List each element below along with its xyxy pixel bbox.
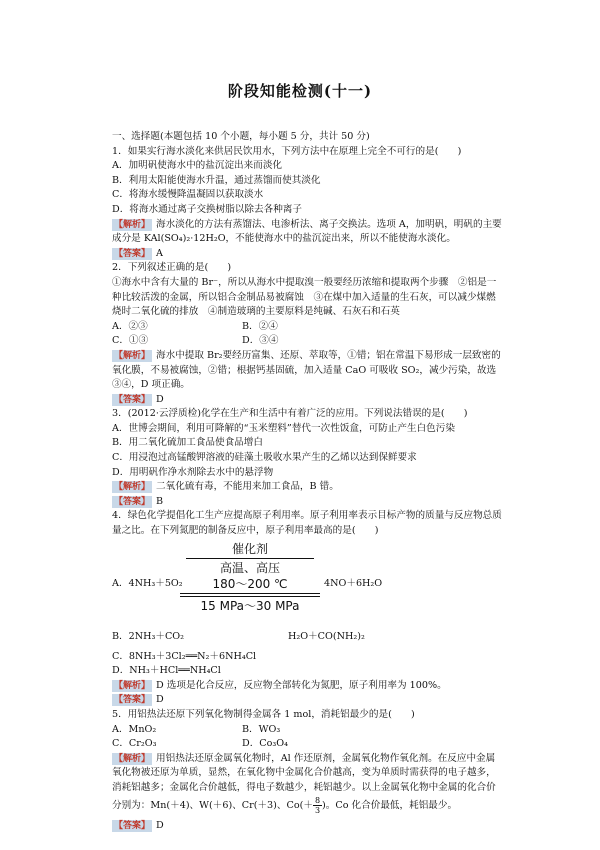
section-heading: 一、选择题(本题包括 10 个小题，每小题 5 分，共计 50 分): [112, 131, 370, 142]
q4-option-a-reaction: [112, 541, 502, 626]
q4-option-c: C．8NH₃＋3Cl₂══N₂＋6NH₄Cl: [112, 650, 257, 662]
q1-option-b: B．利用太阳能使海水升温，通过蒸馏而使其淡化: [112, 174, 321, 186]
answer-label: 【答案】: [114, 394, 151, 405]
q5-answer-value: D: [156, 819, 164, 831]
page-title: 阶段知能检测(十一): [227, 82, 373, 100]
q2-analysis-text: 海水中提取 Br₂要经历富集、还原、萃取等，①错；铝在常温下易形成一层致密的氧化膜，不易被腐蚀，②错；根据钙基固硫，加入适量 CaO 可吸收 SO₂，减少污染，故选③④，D 项正确。: [112, 349, 501, 391]
reaction-conditions: [180, 541, 320, 614]
q5-option-b: B．WO₃: [242, 723, 281, 735]
answer-label: 【答案】: [114, 248, 151, 259]
q4-analysis: [112, 679, 502, 694]
q5-option-a: A．MnO₂: [112, 723, 157, 735]
fraction-denominator: 3: [314, 805, 321, 815]
q5-stem: 5．用铝热法还原下列氧化物制得金属各 1 mol，消耗铝最少的是( ): [112, 709, 415, 720]
q2-items: ①海水中含有大量的 Br⁻，所以从海水中提取溴一般要经历浓缩和提取两个步骤 ②铝是一种比较活泼的金属，所以铝合金制品易被腐蚀 ③在煤中加入适量的生石灰，可以减少煤燃烧时二氧化硫的排放 ④制造玻璃的主要原料是纯碱、石灰石和石英: [112, 276, 497, 318]
q4-stem: 4．绿色化学提倡化工生产应提高原子利用率。原子利用率表示目标产物的质量与反应物总质量之比。在下列氮肥的制备反应中，原子利用率最高的是( ): [112, 510, 502, 537]
q1-answer-value: A: [156, 247, 163, 259]
q3-option-a: A．世博会期间，利用可降解的“玉米塑料”替代一次性饭盒，可防止产生白色污染: [112, 422, 455, 434]
q5-option-c: C．Cr₂O₃: [112, 738, 157, 750]
analysis-label: 【解析】: [114, 219, 151, 230]
q2-stem: 2．下列叙述正确的是( ): [112, 262, 232, 274]
q4-a-reactants: A．4NH₃＋5O₂: [112, 577, 183, 589]
q3-analysis-text: 二氧化硫有毒，不能用来加工食品，B 错。: [156, 481, 339, 493]
q5-analysis-end: )。Co 化合价最低，耗铝最少。: [322, 799, 458, 811]
q1-analysis-text: 海水淡化的方法有蒸馏法、电渗析法、离子交换法。选项 A，加明矾，明矾的主要成分是 KAl(SO₄)₂·12H₂O，不能使海水中的盐沉淀出来，所以不能使海水淡化。: [112, 218, 502, 245]
q5-analysis-text: 用铝热法还原金属氧化物时，Al 作还原剂，金属氧化物作氧化剂。在反应中金属氧化物被还原为单质，显然，在氧化物中金属化合价越高，变为单质时需获得的电子越多，消耗铝越多；金属化合价越低，得电子数越少，耗铝越少。以上金属氧化物中金属的化合价分别为：Mn(＋4)、W(＋6)、Cr(＋3)、Co(＋: [112, 752, 496, 811]
answer-label: 【答案】: [114, 820, 151, 831]
equals-arrow: [180, 593, 320, 597]
q2-option-c: C．①③: [112, 335, 149, 347]
q4-option-d: D．NH₃＋HCl══NH₄Cl: [112, 665, 221, 677]
b-temperature-label: 180～200 ℃: [212, 576, 288, 591]
answer-label: 【答案】: [114, 496, 151, 507]
b-pressure-label: 15 MPa～30 MPa: [200, 598, 300, 613]
q3-answer-value: B: [156, 495, 164, 507]
analysis-label: 【解析】: [114, 350, 151, 361]
q4-answer: [112, 693, 502, 708]
temp-pressure-label: 高温、高压: [219, 560, 280, 575]
q5-answer: [112, 819, 502, 834]
question-content: [112, 130, 502, 833]
q1-analysis: [112, 218, 502, 247]
q4-option-b-reaction: [112, 628, 502, 650]
q4-b-reactants: B．2NH₃＋CO₂: [112, 630, 184, 642]
q5-option-d: D．Co₃O₄: [242, 738, 288, 750]
q1-stem: 1．如果实行海水淡化来供居民饮用水，下列方法中在原理上完全不可行的是( ): [112, 145, 462, 157]
q2-answer: [112, 393, 502, 408]
analysis-label: 【解析】: [114, 482, 151, 493]
q2-option-d: D．③④: [242, 335, 279, 347]
q2-options-row1: [112, 320, 502, 335]
q4-b-products: H₂O＋CO(NH₂)₂: [288, 630, 365, 642]
fraction-numerator: 8: [314, 795, 321, 805]
q2-options-row2: [112, 334, 502, 349]
q3-answer: [112, 495, 502, 510]
q2-option-a: A．②③: [112, 320, 148, 332]
q1-answer: [112, 247, 502, 262]
q1-option-c: C．将海水缓慢降温凝固以获取淡水: [112, 189, 264, 201]
q4-analysis-text: D 选项是化合反应，反应物全部转化为氮肥，原子利用率为 100%。: [156, 679, 447, 691]
q5-analysis: [112, 752, 502, 815]
q2-answer-value: D: [156, 393, 164, 405]
q5-options-row2: [112, 737, 502, 752]
answer-label: 【答案】: [114, 695, 151, 706]
q3-option-d: D．用明矾作净水剂除去水中的悬浮物: [112, 466, 274, 478]
reaction-arrow: [186, 558, 314, 559]
q3-stem: 3．(2012·云浮质检)化学在生产和生活中有着广泛的应用。下列说法错误的是( ): [112, 408, 468, 420]
q4-a-products: 4NO＋6H₂O: [324, 577, 383, 589]
analysis-label: 【解析】: [114, 753, 151, 764]
q5-options-row1: [112, 723, 502, 738]
q2-option-b: B．②④: [242, 320, 278, 332]
q3-option-c: C．用浸泡过高锰酸钾溶液的硅藻土吸收水果产生的乙烯以达到保鲜要求: [112, 452, 417, 464]
q3-analysis: [112, 480, 502, 495]
analysis-label: 【解析】: [114, 680, 151, 691]
q1-option-d: D．将海水通过离子交换树脂以除去各种离子: [112, 203, 302, 215]
catalyst-label: 催化剂: [231, 541, 268, 556]
fraction: [313, 796, 322, 815]
q4-answer-value: D: [156, 694, 164, 706]
q3-option-b: B．用二氧化硫加工食品使食品增白: [112, 437, 263, 449]
q1-option-a: A．加明矾使海水中的盐沉淀出来而淡化: [112, 160, 283, 172]
q2-analysis: [112, 349, 502, 393]
